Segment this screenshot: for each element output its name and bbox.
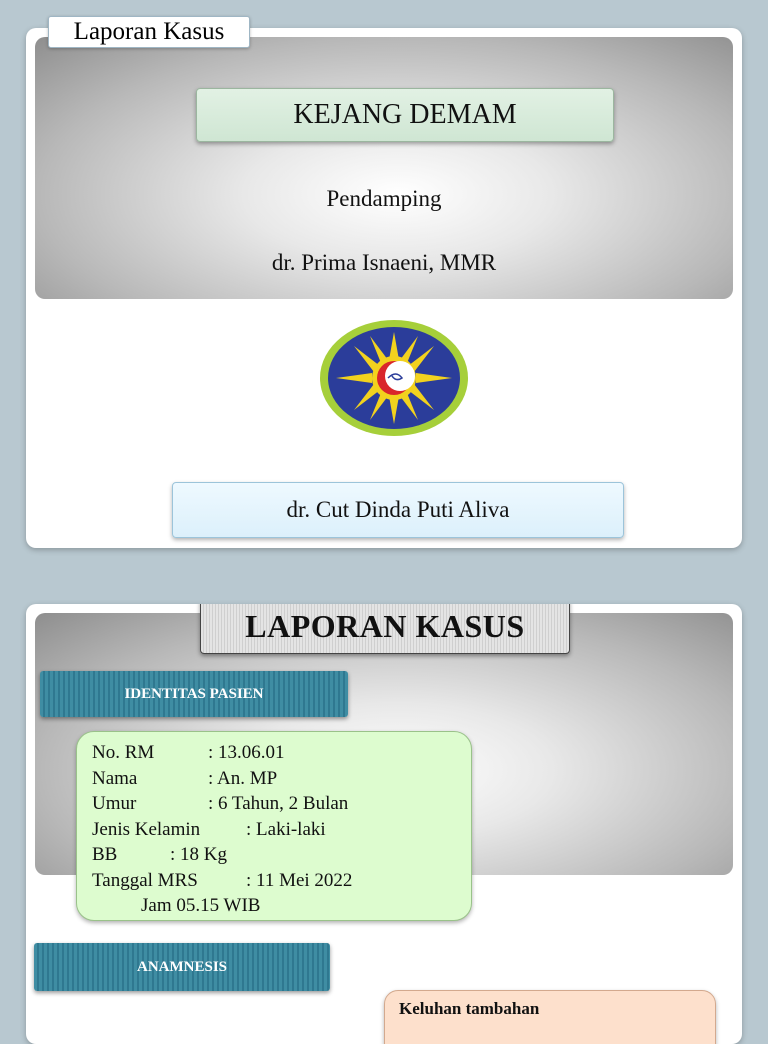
no-rm-label: No. RM bbox=[92, 742, 155, 763]
laporan-kasus-title: LAPORAN KASUS bbox=[200, 604, 570, 654]
presenter-name: dr. Cut Dinda Puti Aliva bbox=[172, 482, 624, 538]
jenis-kelamin-value: : Laki-laki bbox=[246, 818, 326, 840]
umur-value: : 6 Tahun, 2 Bulan bbox=[208, 793, 349, 814]
keluhan-tambahan-box bbox=[384, 990, 716, 1044]
bb-value: : 18 Kg bbox=[170, 844, 227, 865]
identity-row-jam bbox=[92, 893, 471, 919]
umur-label: Umur bbox=[92, 793, 137, 814]
identity-row-umur bbox=[92, 791, 471, 817]
slide-tag-laporan-kasus: Laporan Kasus bbox=[48, 16, 250, 48]
bb-label: BB bbox=[92, 844, 118, 865]
slide-title bbox=[26, 28, 742, 548]
tanggal-mrs-value: : 11 Mei 2022 bbox=[246, 869, 353, 891]
identity-row-jenis-kelamin bbox=[92, 817, 471, 843]
identity-row-bb bbox=[92, 842, 471, 868]
pendamping-name: dr. Prima Isnaeni, MMR bbox=[271, 250, 497, 275]
keluhan-tambahan-label: Keluhan tambahan bbox=[399, 999, 540, 1018]
identitas-pasien-header: IDENTITAS PASIEN bbox=[40, 671, 348, 717]
pendamping-label: Pendamping bbox=[326, 186, 442, 211]
no-rm-value: : 13.06.01 bbox=[208, 742, 285, 763]
case-title: KEJANG DEMAM bbox=[196, 88, 614, 142]
anamnesis-header: ANAMNESIS bbox=[34, 943, 330, 991]
tanggal-mrs-label: Tanggal MRS bbox=[92, 869, 198, 891]
nama-label: Nama bbox=[92, 767, 138, 789]
nama-value: : An. MP bbox=[208, 767, 278, 789]
jenis-kelamin-label: Jenis Kelamin bbox=[92, 818, 201, 840]
identity-row-nama bbox=[92, 766, 471, 792]
identity-row-tanggal-mrs bbox=[92, 868, 471, 894]
jam-value: Jam 05.15 WIB bbox=[141, 895, 261, 916]
slide-identitas bbox=[26, 604, 742, 1044]
patient-identity-box bbox=[76, 731, 472, 921]
identity-row-no-rm bbox=[92, 740, 471, 766]
muhammadiyah-logo-icon bbox=[318, 318, 470, 442]
